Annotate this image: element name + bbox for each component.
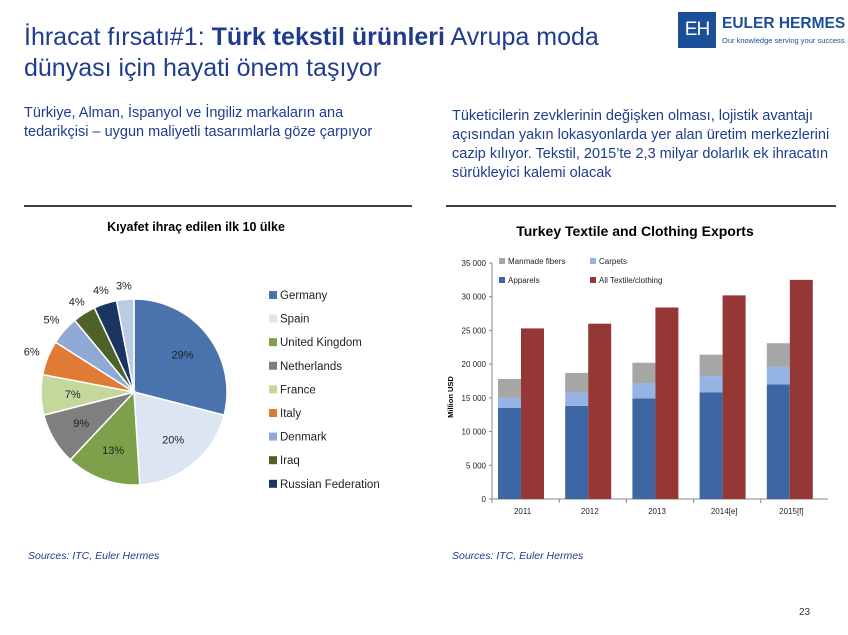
divider-left [24,205,412,207]
pie-legend-label: United Kingdom [280,337,362,350]
bar-carpets [767,367,790,385]
pie-legend-swatch [269,433,277,441]
pie-legend-label: Italy [280,408,302,420]
logo-tagline: Our knowledge serving your success [722,36,845,45]
bar-legend-swatch [499,258,505,264]
bar-y-tick-label: 20 000 [461,360,486,370]
title-rest: Avrupa moda dünyası için hayati önem taşıyor [24,23,599,82]
bar-all-textile-clothing [521,328,544,499]
subtitle-left: Türkiye, Alman, İspanyol ve İngiliz markaların ana tedarikçisi – uygun maliyetli tasarımlarla göze çarpıyor [24,105,373,140]
bar-chart-title: Turkey Textile and Clothing Exports [516,223,754,239]
bar-y-tick-label: 25 000 [461,326,486,336]
bar-chart-y-label: Million USD [446,376,455,418]
bar-apparels [632,399,655,499]
logo-name: EULER HERMES [722,15,846,32]
bar-legend-label: All Textile/clothing [599,276,663,285]
bar-all-textile-clothing [655,308,678,499]
divider-right [446,205,836,207]
pie-legend-swatch [269,385,277,393]
bar-legend-swatch [499,277,505,283]
pie-chart [10,212,410,522]
pie-data-label: 13% [102,444,125,457]
pie-legend-label: Iraq [280,455,300,468]
bar-carpets [700,376,723,392]
page-number: 23 [799,607,811,618]
pie-legend-label: Spain [280,313,310,326]
bar-manmade-fibers [498,379,521,398]
pie-legend-label: Netherlands [280,360,343,373]
bar-x-tick-label: 2015[f] [779,507,804,516]
bar-x-tick-label: 2013 [648,507,666,516]
bar-carpets [632,383,655,399]
pie-data-label: 4% [92,285,109,298]
pie-legend-swatch [269,480,277,488]
bar-apparels [498,408,521,499]
pie-legend-swatch [269,456,277,464]
bar-manmade-fibers [700,355,723,377]
bar-legend-label: Apparels [508,276,540,285]
pie-legend-label: France [280,384,316,397]
bar-all-textile-clothing [790,280,813,499]
bar-legend-label: Manmade fibers [508,257,566,266]
bar-y-tick-label: 0 [481,495,486,504]
bar-y-tick-label: 30 000 [461,292,486,302]
bar-y-tick-label: 5 000 [465,461,486,471]
bar-manmade-fibers [767,343,790,367]
pie-data-label: 4% [68,296,85,309]
bar-carpets [498,398,521,408]
pie-legend-label: Denmark [280,431,327,444]
bar-x-tick-label: 2011 [513,507,532,516]
pie-data-label: 29% [171,349,194,362]
bar-legend-swatch [590,277,596,283]
logo-mark: EH [678,12,716,48]
pie-legend-swatch [269,291,277,299]
pie-data-label: 9% [73,418,90,431]
subtitle-right: Tüketicilerin zevklerinin değişken olması, lojistik avantajı açısından yakın lokasyonlarda yer alan üretim merkezlerini cazip kılıyor. Tekstil, 2015’te 2,3 milyar dolarlık ek ihracatın sürükleyici kalemi olacak [452,108,830,181]
bar-y-tick-label: 10 000 [461,427,486,437]
pie-data-label: 7% [64,388,81,401]
bar-legend-label: Carpets [599,257,628,266]
bar-manmade-fibers [632,363,655,383]
bar-apparels [767,384,790,499]
title-bold: Türk tekstil ürünleri [211,23,445,51]
slide-title [24,22,644,84]
pie-data-label: 3% [115,280,132,293]
bar-legend-swatch [590,258,596,264]
bar-apparels [700,392,723,499]
bar-y-tick-label: 15 000 [461,393,486,403]
bar-chart [440,212,828,522]
pie-chart-title: Kıyafet ihraç edilen ilk 10 ülke [107,220,285,234]
bar-x-tick-label: 2012 [580,507,599,516]
source-right: Sources: ITC, Euler Hermes [452,550,584,562]
pie-data-label: 5% [43,314,60,327]
pie-legend-label: Russian Federation [280,478,380,491]
bar-all-textile-clothing [723,295,746,499]
bar-manmade-fibers [565,373,588,393]
source-left: Sources: ITC, Euler Hermes [28,550,160,562]
euler-hermes-logo [678,12,846,52]
pie-legend-label: Germany [280,290,328,302]
pie-legend-swatch [269,338,277,346]
bar-x-tick-label: 2014[e] [710,507,738,516]
bar-y-tick-label: 35 000 [461,259,486,268]
pie-legend-swatch [269,362,277,370]
pie-legend-swatch [269,315,277,323]
pie-legend-swatch [269,409,277,417]
bar-all-textile-clothing [588,324,611,499]
bar-apparels [565,406,588,499]
bar-carpets [565,392,588,405]
title-plain: İhracat fırsatı#1: [24,23,212,51]
pie-data-label: 6% [23,346,40,359]
pie-data-label: 20% [162,434,185,447]
